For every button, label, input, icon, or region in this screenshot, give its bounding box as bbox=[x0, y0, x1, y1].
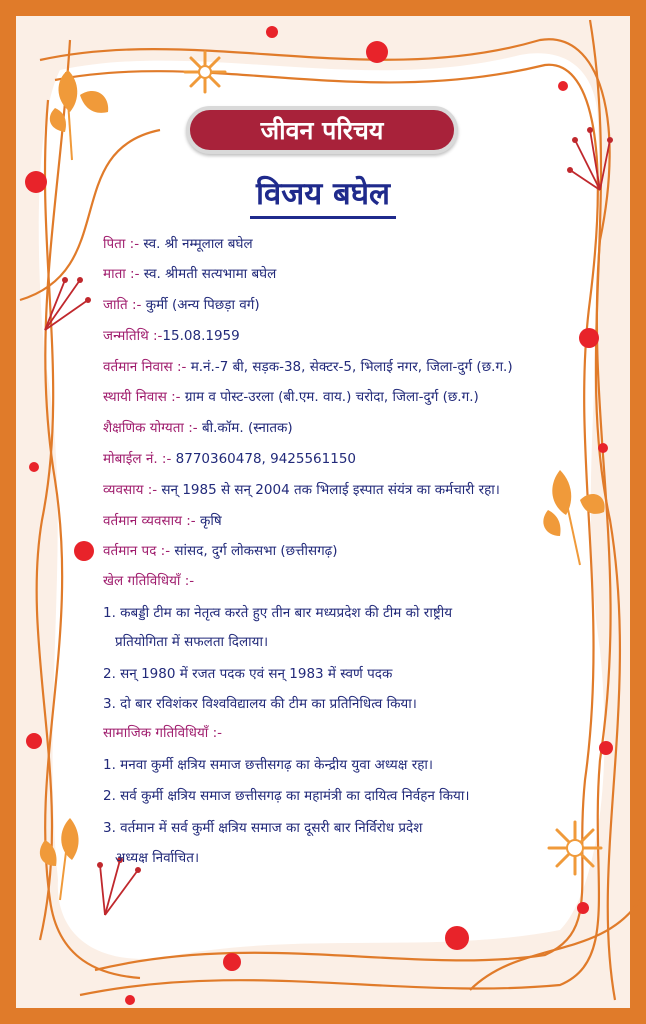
detail-current-address: वर्तमान निवास :- म.नं.-7 बी, सड़क-38, सेक्टर-5, भिलाई नगर, जिला-दुर्ग (छ.ग.) bbox=[103, 359, 513, 375]
sports-item: 1. कबड्डी टीम का नेतृत्व करते हुए तीन बार मध्यप्रदेश की टीम को राष्ट्रीय bbox=[103, 605, 453, 621]
social-heading: सामाजिक गतिविधियाँ :- bbox=[103, 725, 222, 741]
detail-current-position: वर्तमान पद :- सांसद, दुर्ग लोकसभा (छत्तीसगढ़) bbox=[103, 543, 338, 559]
detail-mother: माता :- स्व. श्रीमती सत्यभामा बघेल bbox=[103, 266, 277, 282]
person-name: विजय बघेल bbox=[250, 172, 396, 219]
sports-item: प्रतियोगिता में सफलता दिलाया। bbox=[115, 634, 269, 650]
sports-item: 3. दो बार रविशंकर विश्वविद्यालय की टीम का प्रतिनिधित्व किया। bbox=[103, 696, 417, 712]
detail-permanent-address: स्थायी निवास :- ग्राम व पोस्ट-उरला (बी.एम. वाय.) चरोदा, जिला-दुर्ग (छ.ग.) bbox=[103, 389, 479, 405]
detail-occupation: व्यवसाय :- सन् 1985 से सन् 2004 तक भिलाई इस्पात संयंत्र का कर्मचारी रहा। bbox=[103, 482, 500, 498]
sports-heading: खेल गतिविधियाँ :- bbox=[103, 573, 195, 589]
detail-education: शैक्षणिक योग्यता :- बी.कॉम. (स्नातक) bbox=[103, 420, 293, 436]
detail-mobile: मोबाईल नं. :- 8770360478, 9425561150 bbox=[103, 451, 357, 467]
social-item: 1. मनवा कुर्मी क्षत्रिय समाज छत्तीसगढ़ का केन्द्रीय युवा अध्यक्ष रहा। bbox=[103, 757, 434, 773]
detail-father: पिता :- स्व. श्री नम्मूलाल बघेल bbox=[103, 236, 253, 252]
social-item: 3. वर्तमान में सर्व कुर्मी क्षत्रिय समाज का दूसरी बार निर्विरोध प्रदेश bbox=[103, 820, 423, 836]
social-item: अध्यक्ष निर्वाचित। bbox=[115, 850, 200, 866]
detail-caste: जाति :- कुर्मी (अन्य पिछड़ा वर्ग) bbox=[103, 297, 260, 313]
sports-item: 2. सन् 1980 में रजत पदक एवं सन् 1983 में स्वर्ण पदक bbox=[103, 666, 393, 682]
title-banner: जीवन परिचय bbox=[186, 106, 458, 154]
detail-dob: जन्मतिथि :-15.08.1959 bbox=[103, 328, 240, 344]
detail-current-occupation: वर्तमान व्यवसाय :- कृषि bbox=[103, 513, 222, 529]
person-name-block bbox=[0, 172, 646, 219]
social-item: 2. सर्व कुर्मी क्षत्रिय समाज छत्तीसगढ़ का महामंत्री का दायित्व निर्वहन किया। bbox=[103, 788, 470, 804]
